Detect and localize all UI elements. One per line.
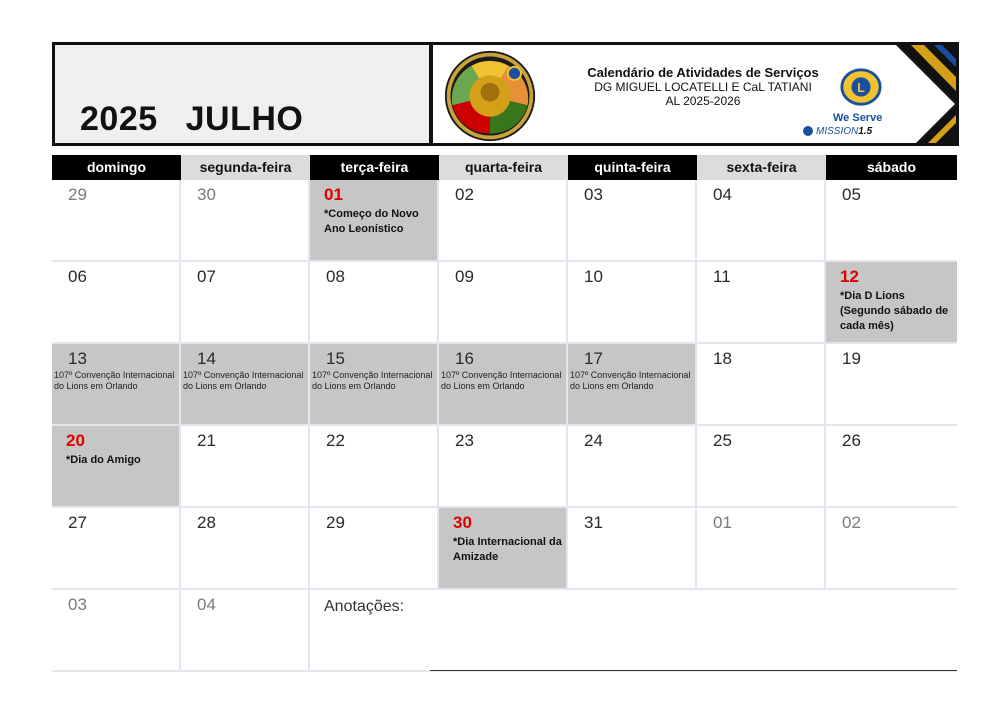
- day-number: 11: [713, 267, 731, 286]
- day-number: 27: [68, 513, 87, 532]
- day-cell[interactable]: [181, 508, 310, 588]
- day-number: 09: [455, 267, 474, 286]
- weekday-header-row: [52, 155, 957, 180]
- week-row-3: [52, 344, 957, 426]
- weekday-thursday: quinta-feira: [568, 155, 697, 180]
- day-number: 13: [68, 349, 87, 368]
- day-cell[interactable]: [439, 180, 568, 260]
- day-number: 28: [197, 513, 216, 532]
- event-text: *Dia D Lions (Segundo sábado de cada mês): [840, 290, 949, 332]
- mission-number: 1.5: [858, 126, 873, 137]
- notes-area[interactable]: [310, 590, 957, 670]
- weekday-tuesday: terça-feira: [310, 155, 439, 180]
- banner-title: Calendário de Atividades de Serviços: [587, 65, 819, 80]
- day-number: 18: [713, 349, 732, 368]
- weekday-sunday: domingo: [52, 155, 181, 180]
- month-label: JULHO: [185, 100, 304, 138]
- day-cell[interactable]: [439, 426, 568, 506]
- service-banner: [433, 45, 956, 143]
- day-cell[interactable]: [310, 180, 439, 260]
- day-cell[interactable]: [697, 180, 826, 260]
- day-cell[interactable]: [181, 180, 310, 260]
- week-row-6: [52, 590, 957, 672]
- day-cell[interactable]: [181, 426, 310, 506]
- week-row-1: [52, 180, 957, 262]
- day-cell[interactable]: [310, 262, 439, 342]
- weeks-container: [52, 180, 957, 590]
- svg-text:L: L: [857, 80, 865, 95]
- day-cell[interactable]: [568, 180, 697, 260]
- day-cell[interactable]: [310, 508, 439, 588]
- day-number: 16: [455, 349, 474, 368]
- lions-emblem-logo-icon: [443, 49, 537, 143]
- day-cell[interactable]: [439, 262, 568, 342]
- day-number: 21: [197, 431, 216, 450]
- weekday-friday: sexta-feira: [697, 155, 826, 180]
- day-cell[interactable]: [439, 344, 568, 424]
- day-number: 02: [455, 185, 474, 204]
- day-number: 14: [197, 349, 216, 368]
- day-number: 30: [197, 185, 216, 204]
- banner-year: AL 2025-2026: [665, 94, 741, 108]
- day-number: 06: [68, 267, 87, 286]
- day-number: 04: [197, 595, 216, 614]
- day-number: 03: [68, 595, 87, 614]
- day-number: 02: [842, 513, 861, 532]
- weekday-saturday: sábado: [826, 155, 957, 180]
- day-cell[interactable]: [52, 262, 181, 342]
- day-number: 24: [584, 431, 603, 450]
- calendar-grid: [52, 155, 957, 672]
- day-number: 29: [68, 185, 87, 204]
- weekday-wednesday: quarta-feira: [439, 155, 568, 180]
- day-cell[interactable]: [568, 344, 697, 424]
- day-number: 26: [842, 431, 861, 450]
- day-number: 12: [840, 267, 859, 286]
- week-row-4: [52, 426, 957, 508]
- banner-text: [573, 66, 833, 108]
- day-cell[interactable]: [697, 344, 826, 424]
- day-cell[interactable]: [826, 180, 957, 260]
- event-text: *Dia do Amigo: [66, 454, 141, 466]
- year-label: 2025: [80, 100, 158, 138]
- corner-decoration-icon: [856, 45, 956, 143]
- day-cell[interactable]: [181, 262, 310, 342]
- day-cell[interactable]: [181, 590, 310, 670]
- convention-note: 107º Convenção Internacional do Lions em Orlando: [570, 370, 691, 391]
- day-cell[interactable]: [310, 344, 439, 424]
- day-cell[interactable]: [52, 508, 181, 588]
- notes-label: Anotações:: [324, 598, 405, 615]
- day-cell[interactable]: [52, 180, 181, 260]
- banner-governors: DG MIGUEL LOCATELLI E CaL TATIANI: [594, 80, 812, 94]
- day-number: 15: [326, 349, 345, 368]
- day-number: 31: [584, 513, 603, 532]
- day-cell[interactable]: [697, 508, 826, 588]
- convention-note: 107º Convenção Internacional do Lions em Orlando: [441, 370, 562, 391]
- day-number: 10: [584, 267, 603, 286]
- day-number: 19: [842, 349, 861, 368]
- week-row-5: [52, 508, 957, 590]
- day-cell[interactable]: [310, 426, 439, 506]
- day-cell[interactable]: [826, 508, 957, 588]
- title-box: [55, 45, 433, 143]
- day-cell[interactable]: [826, 344, 957, 424]
- day-cell[interactable]: [826, 262, 957, 342]
- day-cell[interactable]: [568, 262, 697, 342]
- day-number: 05: [842, 185, 861, 204]
- day-cell[interactable]: [568, 508, 697, 588]
- day-cell[interactable]: [181, 344, 310, 424]
- day-number: 03: [584, 185, 603, 204]
- day-number: 22: [326, 431, 345, 450]
- event-text: *Dia Internacional da Amizade: [453, 536, 562, 563]
- day-number: 01: [324, 185, 343, 204]
- calendar-header: [52, 42, 959, 146]
- we-serve-label: We Serve: [833, 112, 883, 124]
- day-number: 07: [197, 267, 216, 286]
- day-cell[interactable]: [697, 262, 826, 342]
- week-row-2: [52, 262, 957, 344]
- mission-icon: [803, 126, 813, 136]
- day-number: 30: [453, 513, 472, 532]
- day-cell[interactable]: [826, 426, 957, 506]
- day-cell[interactable]: [52, 426, 181, 506]
- day-cell[interactable]: [568, 426, 697, 506]
- event-text: *Começo do Novo Ano Leonístico: [324, 208, 419, 235]
- convention-note: 107º Convenção Internacional do Lions em Orlando: [183, 370, 304, 391]
- day-number: 25: [713, 431, 732, 450]
- month-title: [80, 100, 303, 139]
- day-number: 17: [584, 349, 603, 368]
- day-cell[interactable]: [439, 508, 568, 588]
- convention-note: 107º Convenção Internacional do Lions em Orlando: [312, 370, 433, 391]
- mission-prefix: MISSION: [816, 126, 859, 137]
- day-number: 23: [455, 431, 474, 450]
- weekday-monday: segunda-feira: [181, 155, 310, 180]
- notes-underline: [430, 670, 957, 671]
- day-cell[interactable]: [52, 590, 181, 670]
- day-cell[interactable]: [52, 344, 181, 424]
- day-number: 20: [66, 431, 85, 450]
- day-cell[interactable]: [697, 426, 826, 506]
- day-number: 08: [326, 267, 345, 286]
- day-number: 29: [326, 513, 345, 532]
- day-number: 04: [713, 185, 732, 204]
- convention-note: 107º Convenção Internacional do Lions em Orlando: [54, 370, 175, 391]
- day-number: 01: [713, 513, 732, 532]
